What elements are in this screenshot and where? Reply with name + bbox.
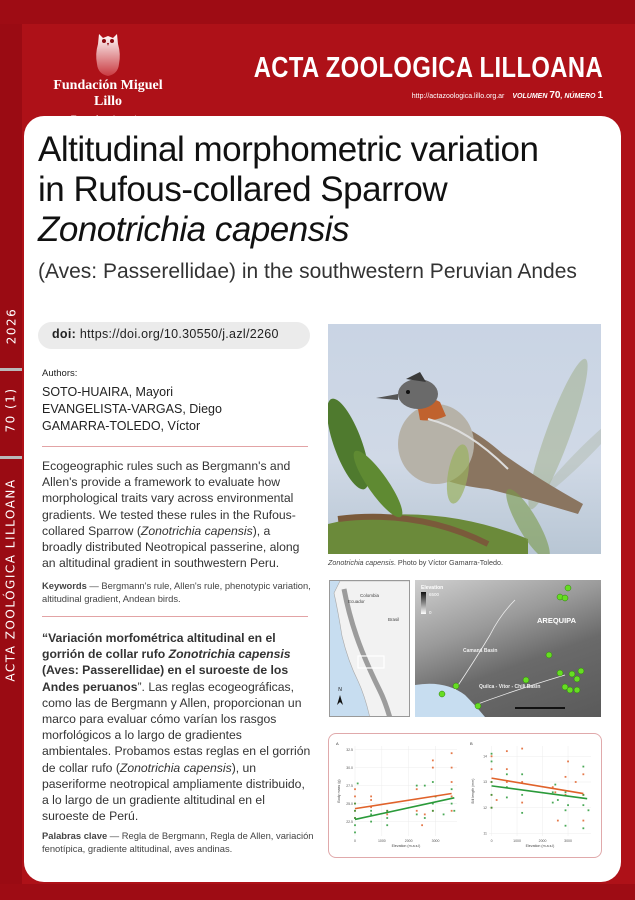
- chart-bill-length: [467, 738, 597, 854]
- journal-url[interactable]: http://actazoologica.lillo.org.ar: [411, 93, 505, 100]
- side-journal-text: ACTA ZOOLÓGICA LILLOANA: [4, 478, 18, 682]
- north-arrow-icon: [337, 695, 343, 705]
- svg-text:2000: 2000: [404, 839, 413, 843]
- country-label: Ecuador: [348, 599, 365, 604]
- volume-info: VOLUMEN 70, NÚMERO 1: [512, 90, 603, 101]
- country-label: Colombia: [360, 593, 380, 598]
- svg-text:1000: 1000: [513, 839, 521, 843]
- resumen: [42, 630, 314, 824]
- species-name: Zonotrichia capensis: [168, 647, 291, 662]
- svg-text:Bill length (mm): Bill length (mm): [471, 778, 475, 804]
- resumen-title-text: “Variación morfométrica altitudinal en el gorrión de collar rufo: [42, 631, 276, 662]
- authors-label: Authors:: [42, 368, 78, 379]
- svg-text:13: 13: [483, 780, 487, 785]
- photo-caption: [328, 558, 503, 567]
- basin-label: Camaná Basin: [463, 648, 498, 654]
- resumen-text: Las reglas ecogeográficas, como las de Bergmann y Allen, proporcionan un marco para evaluar cómo varían los rasgos morfológicos a lo largo de gradientes ambientales. Probamos estas reglas en el gorrión de collar rufo (: [42, 679, 311, 775]
- quote-close: ”.: [137, 679, 149, 694]
- article-subtitle: (Aves: Passerellidae) in the southwestern Peruvian Andes: [38, 260, 577, 283]
- title-line: in Rufous-collared Sparrow: [38, 170, 448, 209]
- svg-text:Elevation (m.a.s.l): Elevation (m.a.s.l): [525, 844, 555, 848]
- side-issue: [0, 375, 22, 445]
- inset-map-peru: [329, 580, 410, 717]
- svg-text:30.0: 30.0: [346, 765, 353, 770]
- abstract-text: ), a broadly distributed Neotropical passerine, along an altitudinal gradient in southwestern Peru.: [42, 523, 300, 571]
- svg-text:1000: 1000: [377, 839, 386, 843]
- north-label: N: [338, 687, 342, 693]
- svg-text:25.0: 25.0: [346, 801, 353, 806]
- author: SOTO-HUAIRA, Mayori: [42, 385, 174, 399]
- country-label: Brasil: [388, 617, 400, 622]
- svg-text:A: A: [336, 741, 339, 746]
- svg-text:2000: 2000: [538, 839, 547, 843]
- journal-meta: [412, 90, 603, 101]
- palabras-label: Palabras clave: [42, 830, 108, 841]
- sparrow-photo: [328, 324, 601, 554]
- caption-species: Zonotrichia capensis: [328, 558, 394, 567]
- elevation-legend-max: 6500: [429, 592, 440, 597]
- owl-icon: [94, 30, 122, 76]
- svg-text:11: 11: [483, 831, 487, 836]
- resumen-text: ), un paseriforme neotropical ampliamente distribuido, a lo largo de un gradiente altitudinal en el suroeste de Perú.: [42, 760, 305, 824]
- resumen-title-text: (Aves: Passerellidae) en el suroeste de los Andes peruanos: [42, 663, 289, 694]
- elevation-legend-title: Elevation: [421, 585, 444, 591]
- figure-charts: [328, 733, 602, 858]
- species-name: Zonotrichia capensis: [140, 523, 253, 538]
- keywords-label: Keywords: [42, 580, 87, 591]
- doi-label: doi:: [52, 327, 77, 341]
- svg-text:3000: 3000: [564, 839, 572, 843]
- region-label: AREQUIPA: [537, 616, 577, 625]
- basin-label: Quilca - Vítor - Chili Basin: [479, 684, 541, 690]
- caption-text: . Photo by Víctor Gamarra-Toledo.: [393, 558, 503, 567]
- side-year: [0, 296, 22, 356]
- issue-number: 1: [597, 90, 603, 101]
- doi-link[interactable]: [38, 322, 310, 349]
- abstract-text: Ecogeographic rules such as Bergmann's and Allen's provide a framework to evaluate how morphological traits vary across environmental gradients. We tested these rules in the Rufous-collared Sparrow (: [42, 459, 296, 538]
- svg-text:12: 12: [483, 805, 487, 810]
- svg-text:14: 14: [483, 754, 487, 759]
- side-issue-text: 70 (1): [4, 387, 18, 433]
- palabras-text: — Regla de Bergmann, Regla de Allen, variación fenotípica, gradiente altitudinal, aves andinas.: [42, 830, 314, 854]
- svg-text:32.5: 32.5: [346, 747, 353, 752]
- authors-list: [42, 384, 222, 435]
- foundation-logo[interactable]: [38, 30, 178, 128]
- elevation-legend-min: 0: [429, 610, 432, 615]
- volume-number: 70: [549, 90, 561, 101]
- svg-text:Elevation (m.a.s.l): Elevation (m.a.s.l): [391, 844, 421, 848]
- scale-bar: [515, 707, 565, 709]
- author: EVANGELISTA-VARGAS, Diego: [42, 402, 222, 416]
- volume-label: VOLUMEN: [512, 93, 548, 100]
- svg-text:0: 0: [354, 839, 356, 843]
- title-species: Zonotrichia capensis: [38, 210, 349, 249]
- svg-text:27.5: 27.5: [346, 783, 353, 788]
- svg-text:0: 0: [490, 839, 493, 843]
- journal-title: ACTA ZOOLOGICA LILLOANA: [253, 52, 603, 84]
- svg-text:Body mass (g): Body mass (g): [337, 779, 341, 803]
- author: GAMARRA-TOLEDO, Víctor: [42, 419, 201, 433]
- doi-value[interactable]: https://doi.org/10.30550/j.azl/2260: [79, 327, 279, 341]
- palabras-clave: [42, 829, 314, 855]
- svg-text:B: B: [470, 741, 473, 746]
- side-year-text: 2026: [4, 307, 19, 345]
- keywords: [42, 579, 312, 605]
- side-strip: [0, 24, 22, 884]
- org-name: Fundación Miguel Lillo: [53, 78, 163, 109]
- title-line: Altitudinal morphometric variation: [38, 130, 539, 169]
- side-separator: [0, 456, 22, 459]
- study-area-map: [415, 580, 601, 717]
- divider: [42, 616, 308, 617]
- species-name: Zonotrichia capensis: [119, 760, 232, 775]
- keywords-text: — Bergmann's rule, Allen's rule, phenotypic variation, altitudinal gradient, Andean birds.: [42, 580, 311, 604]
- svg-text:22.5: 22.5: [346, 819, 353, 824]
- number-label: NÚMERO: [564, 93, 596, 100]
- svg-text:3000: 3000: [431, 839, 440, 843]
- article-title: [38, 130, 608, 250]
- abstract: [42, 458, 312, 571]
- side-separator: [0, 368, 22, 371]
- side-journal: [0, 470, 22, 690]
- divider: [42, 446, 308, 447]
- chart-body-mass: [333, 738, 463, 854]
